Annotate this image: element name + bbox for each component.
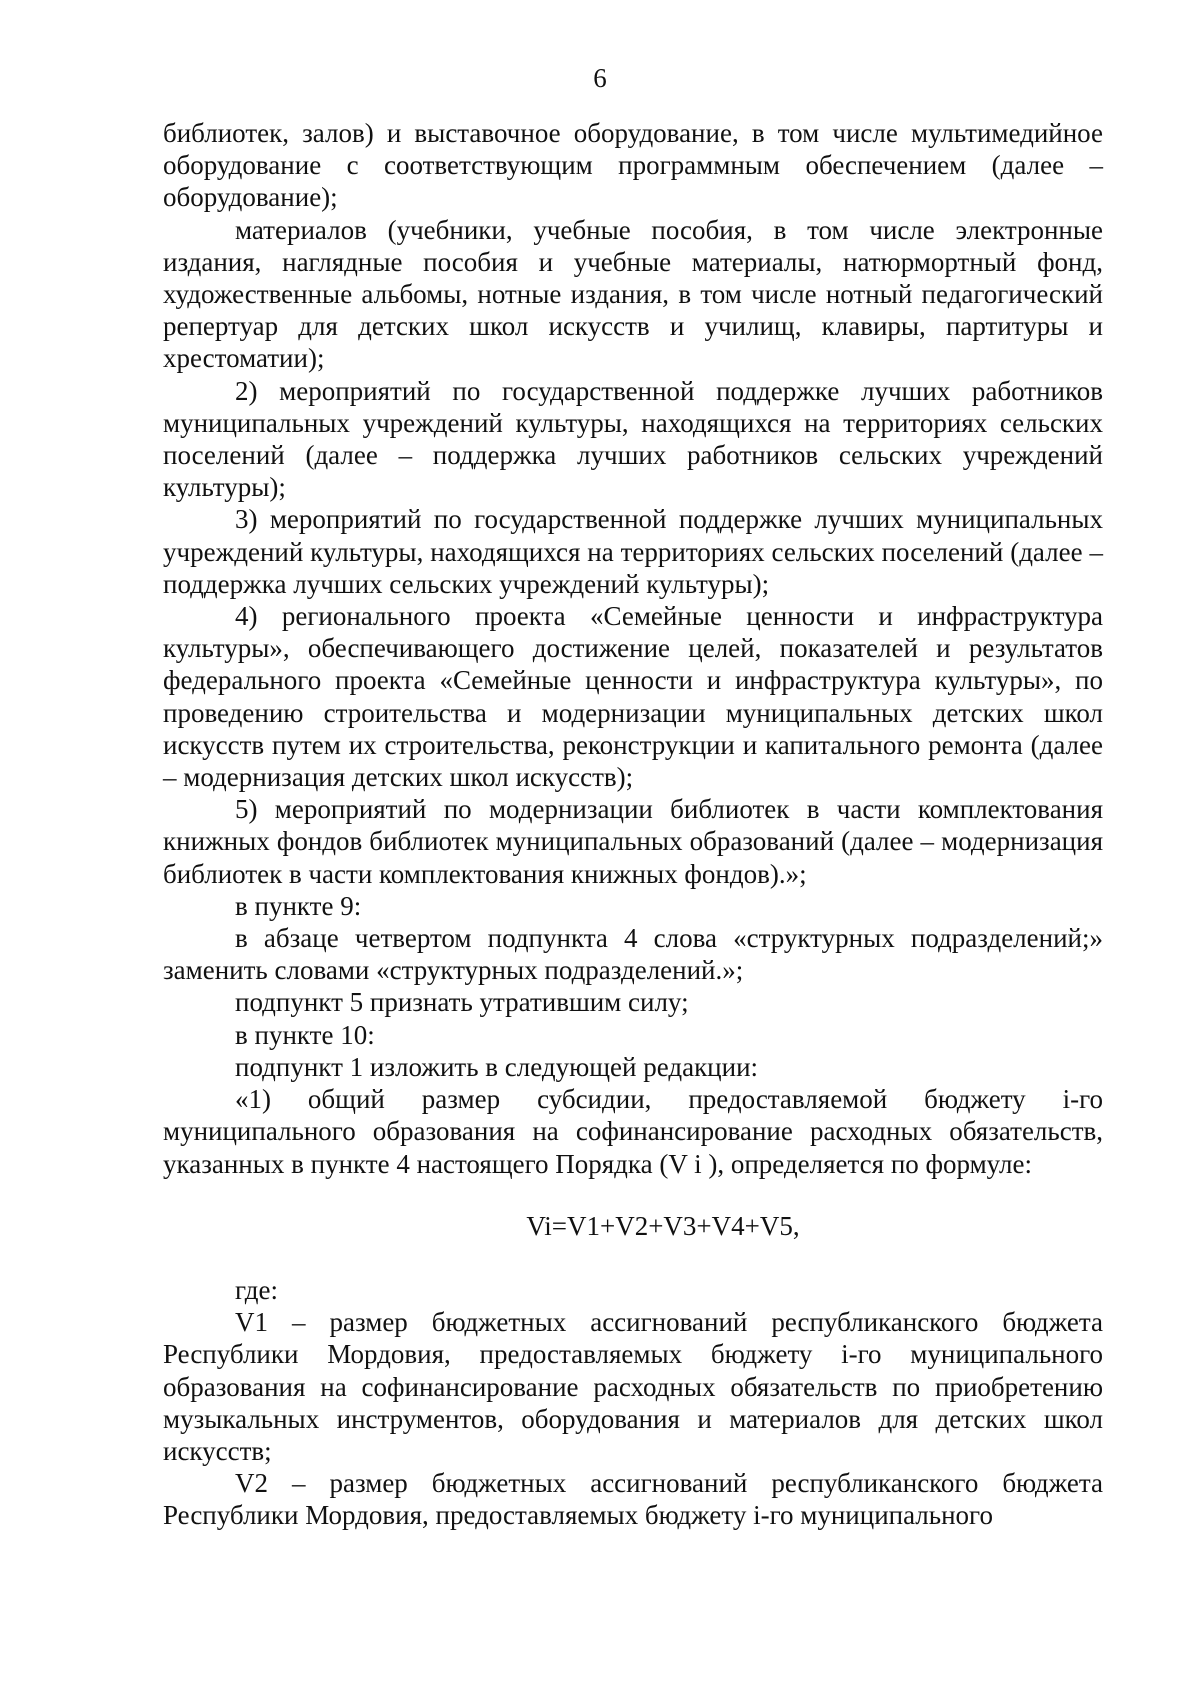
paragraph: в абзаце четвертом подпункта 4 слова «структурных подразделений;» заменить словами «структурных подразделений.»; <box>163 923 1103 986</box>
paragraph: V2 – размер бюджетных ассигнований республиканского бюджета Республики Мордовия, предоставляемых бюджету i-го муниципального <box>163 1468 1103 1531</box>
paragraph: материалов (учебники, учебные пособия, в том числе электронные издания, наглядные пособия и учебные материалы, натюрмортный фонд, художественные альбомы, нотные издания, в том числе нотный педагогический репертуар для детских школ искусств и училищ, клавиры, партитуры и хрестоматии); <box>163 214 1103 374</box>
formula: Vi=V1+V2+V3+V4+V5, <box>526 1210 800 1241</box>
paragraph: подпункт 5 признать утратившим силу; <box>235 987 689 1018</box>
paragraph: «1) общий размер субсидии, предоставляемой бюджету i-го муниципального образования на софинансирование расходных обязательств, указанных в пункте 4 настоящего Порядка (V i ), определяется по формуле: <box>163 1084 1103 1179</box>
paragraph: 5) мероприятий по модернизации библиотек в части комплектования книжных фондов библиотек муниципальных образований (далее – модернизация библиотек в части комплектования книжных фондов).»; <box>163 794 1103 889</box>
document-body <box>163 117 1103 1532</box>
paragraph: библиотек, залов) и выставочное оборудование, в том числе мультимедийное оборудование с соответствующим программным обеспечением (далее – оборудование); <box>163 118 1103 213</box>
paragraph: 4) регионального проекта «Семейные ценности и инфраструктура культуры», обеспечивающего достижение целей, показателей и результатов федерального проекта «Семейные ценности и инфраструктура культуры», по проведению строительства и модернизации муниципальных детских школ искусств путем их строительства, реконструкции и капитального ремонта (далее – модернизация детских школ искусств); <box>163 601 1103 793</box>
paragraph: подпункт 1 изложить в следующей редакции: <box>235 1051 759 1082</box>
paragraph: 2) мероприятий по государственной поддержке лучших работников муниципальных учреждений культуры, находящихся на территориях сельских поселений (далее – поддержка лучших работников сельских учреждений культуры); <box>163 375 1103 503</box>
paragraph: 3) мероприятий по государственной поддержке лучших муниципальных учреждений культуры, находящихся на территориях сельских поселений (далее – поддержка лучших сельских учреждений культуры); <box>163 504 1103 599</box>
paragraph: в пункте 10: <box>235 1019 375 1050</box>
page-number: 6 <box>593 63 607 93</box>
paragraph: где: <box>235 1274 278 1305</box>
paragraph: в пункте 9: <box>235 890 362 921</box>
paragraph: V1 – размер бюджетных ассигнований республиканского бюджета Республики Мордовия, предоставляемых бюджету i-го муниципального образования на софинансирование расходных обязательств по приобретению музыкальных инструментов, оборудования и материалов для детских школ искусств; <box>163 1307 1103 1466</box>
